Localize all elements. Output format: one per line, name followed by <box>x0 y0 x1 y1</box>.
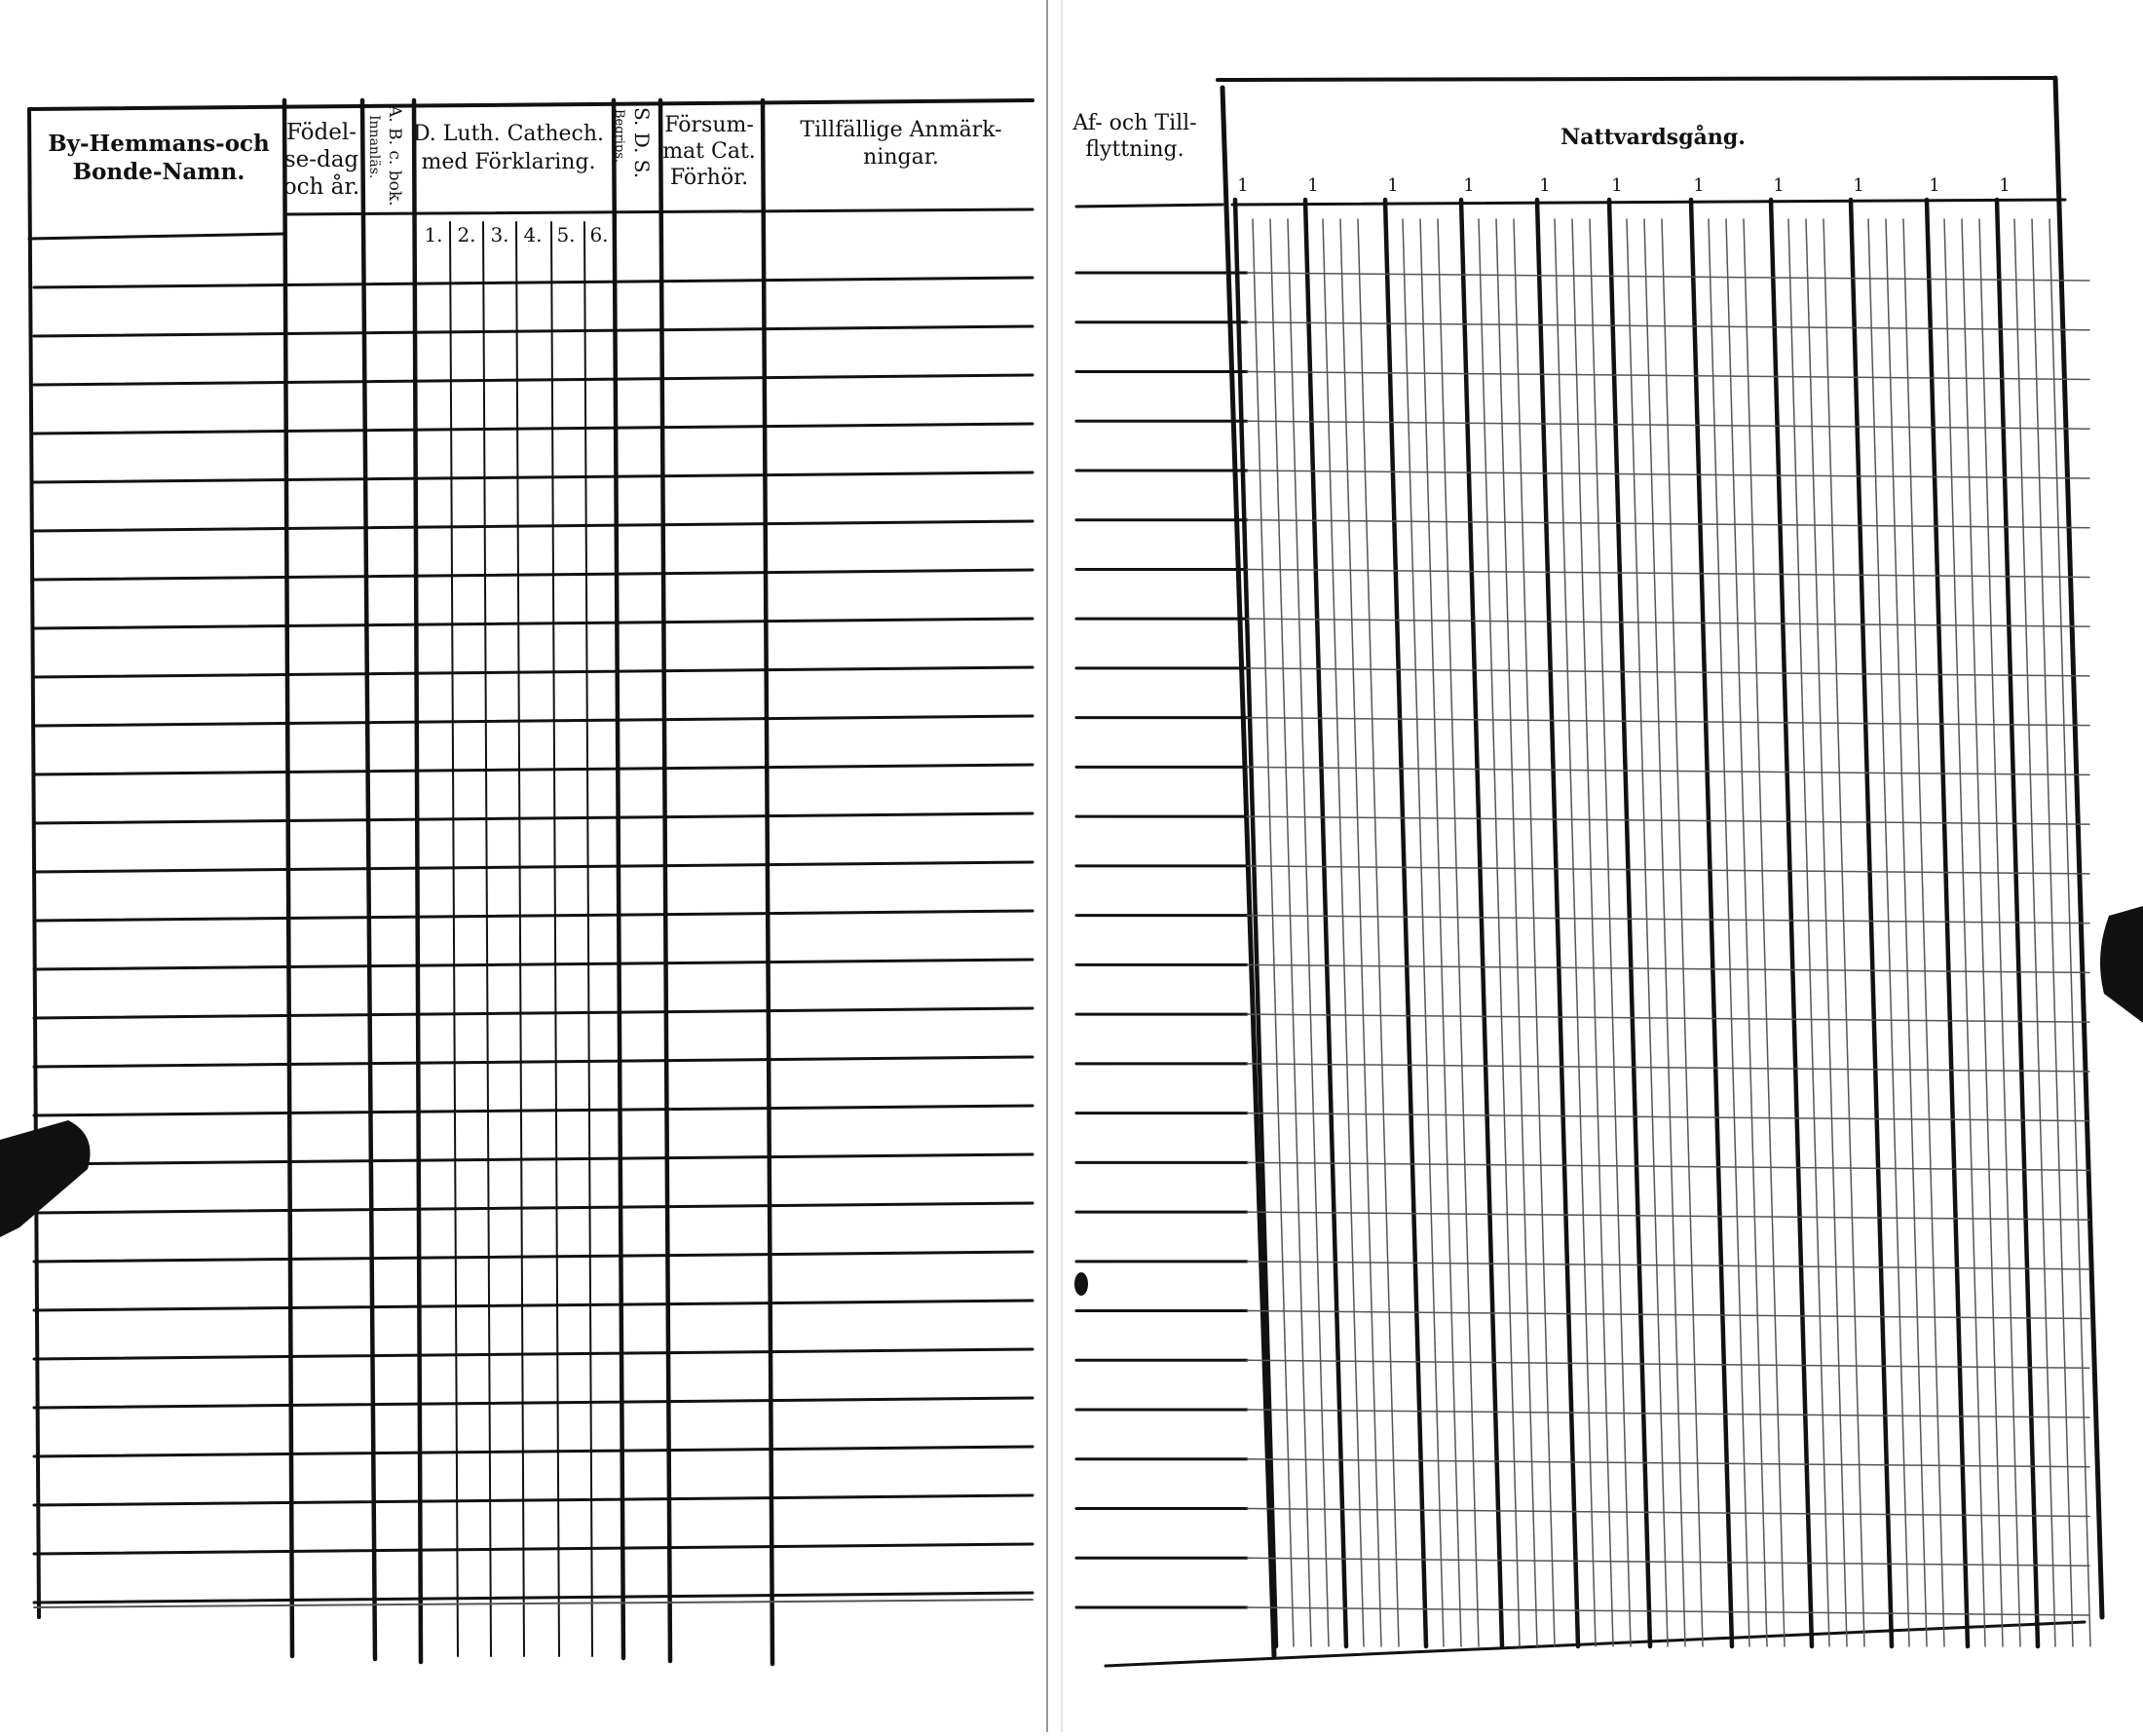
ruled-row <box>34 667 1033 677</box>
communion-ruled-row <box>1247 816 2089 824</box>
communion-ruled-row <box>1247 322 2089 330</box>
year-marker: 1 <box>1693 175 1705 196</box>
sub-column-rule <box>1288 219 1329 1646</box>
sub-column-rule <box>1420 219 1461 1646</box>
catechism-number: 6. <box>589 223 609 246</box>
communion-ruled-row <box>1247 1212 2089 1220</box>
catechism-number: 4. <box>523 223 543 246</box>
sub-column-rule <box>1496 219 1537 1646</box>
year-column-rule <box>1851 200 1892 1646</box>
header-top-rule <box>29 100 1033 109</box>
communion-ruled-row <box>1247 718 2089 726</box>
year-marker: 1 <box>1929 175 1940 196</box>
year-column-rule <box>1385 200 1426 1646</box>
sub-column-rule <box>1644 219 1685 1646</box>
ruled-row <box>34 1447 1033 1456</box>
catechism-subcolumn-rule <box>483 222 491 1656</box>
ruled-row <box>34 570 1033 580</box>
header-catechism-1: D. Luth. Cathech. <box>412 122 605 146</box>
header-village-names-2: Bonde-Namn. <box>72 159 245 185</box>
header-birth-3: och år. <box>282 174 360 200</box>
sub-column-rule <box>1726 219 1767 1646</box>
sub-column-rule <box>1944 219 1985 1646</box>
year-marker: 1 <box>1539 175 1551 196</box>
communion-ruled-row <box>1247 371 2089 379</box>
ruled-row <box>34 1057 1033 1067</box>
column-rule <box>414 100 421 1662</box>
communion-ruled-row <box>1247 569 2089 577</box>
year-column-rule <box>1305 200 1346 1646</box>
ruled-row <box>34 1349 1033 1359</box>
sub-column-rule <box>1514 219 1555 1646</box>
ruled-row <box>34 326 1033 336</box>
sub-column-rule <box>1979 219 2020 1646</box>
ruled-row <box>34 472 1033 482</box>
year-marker: 1 <box>1853 175 1864 196</box>
ruled-row <box>34 619 1033 628</box>
communion-ruled-row <box>1247 1311 2089 1319</box>
ruled-row <box>34 960 1033 969</box>
ruled-row <box>34 1008 1033 1018</box>
ruled-row <box>34 1106 1033 1115</box>
communion-ruled-row <box>1247 471 2089 478</box>
ruled-row <box>34 375 1033 385</box>
sub-column-rule <box>1270 219 1311 1646</box>
sub-column-rule <box>1253 219 1294 1646</box>
communion-ruled-row <box>1247 1262 2089 1269</box>
column-rule <box>763 100 772 1664</box>
binding-clip-left <box>0 1120 91 1237</box>
sub-column-rule <box>1403 219 1444 1646</box>
catechism-subcolumn-rule <box>450 222 458 1656</box>
page-right-border <box>2055 78 2102 1617</box>
header-missed-2: mat Cat. <box>662 139 756 164</box>
header-moving-1: Af- och Till- <box>1072 111 1197 135</box>
year-marker: 1 <box>1999 175 2011 196</box>
ruled-row <box>34 521 1033 531</box>
ruled-row <box>34 1301 1033 1310</box>
right-page-grid <box>1076 78 2102 1666</box>
year-marker: 1 <box>1237 175 1249 196</box>
ruled-row <box>34 1154 1033 1164</box>
header-sds-1: S. D. S. <box>630 107 654 179</box>
ruled-row <box>34 1203 1033 1213</box>
communion-ruled-row <box>1247 1014 2089 1022</box>
communion-ruled-row <box>1247 964 2089 972</box>
catechism-subcolumn-rule <box>584 222 592 1656</box>
sub-column-rule <box>1806 219 1847 1646</box>
communion-ruled-row <box>1247 1607 2089 1615</box>
header-catechism-2: med Förklaring. <box>421 150 596 174</box>
header-communion: Nattvardsgång. <box>1560 125 1746 150</box>
header-remarks-1: Tillfällige Anmärk- <box>800 118 1002 142</box>
catechism-number: 5. <box>556 223 576 246</box>
sub-column-rule <box>1788 219 1829 1646</box>
binding-clip-right <box>2100 906 2143 1023</box>
ruled-row <box>34 862 1033 872</box>
ruled-row <box>34 716 1033 726</box>
right-page-headers <box>1072 111 2010 196</box>
year-column-rule <box>1537 200 1578 1646</box>
year-column-rule <box>1461 200 1502 1646</box>
header-abc-book-2: Innanläs. <box>366 115 382 179</box>
left-page-grid <box>29 100 1033 1664</box>
sub-column-rule <box>1479 219 1520 1646</box>
year-marker: 1 <box>1773 175 1785 196</box>
sub-column-rule <box>1962 219 2003 1646</box>
communion-ruled-row <box>1247 619 2089 626</box>
year-marker: 1 <box>1307 175 1319 196</box>
communion-ruled-row <box>1247 668 2089 676</box>
year-marker: 1 <box>1387 175 1399 196</box>
column-rule <box>660 100 670 1661</box>
sub-column-rule <box>1323 219 1364 1646</box>
header-bottom-rule-names <box>29 234 284 239</box>
ruled-row <box>34 1544 1033 1554</box>
sub-column-rule <box>2014 219 2055 1646</box>
sub-column-rule <box>1886 219 1927 1646</box>
header-bottom-rule <box>284 209 1033 214</box>
moving-column-rule <box>1076 205 1222 207</box>
sub-column-rule <box>1340 219 1381 1646</box>
header-abc-book-1: A. B. c. bok. <box>385 105 404 207</box>
header-missed-3: Förhör. <box>669 166 749 190</box>
communion-ruled-row <box>1247 916 2089 924</box>
year-column-rule <box>1927 200 1968 1646</box>
sub-column-rule <box>1903 219 1944 1646</box>
year-marker: 1 <box>1611 175 1623 196</box>
year-column-rule <box>1771 200 1812 1646</box>
ruled-row <box>34 278 1033 287</box>
year-marker-row <box>1237 175 2010 196</box>
header-remarks-2: ningar. <box>863 145 939 170</box>
catechism-number: 2. <box>457 223 476 246</box>
column-rule <box>614 100 623 1658</box>
sub-column-rule <box>1868 219 1909 1646</box>
sub-column-rule <box>1438 219 1479 1646</box>
ruled-row <box>34 1252 1033 1262</box>
header-moving-2: flyttning. <box>1085 137 1184 162</box>
communion-header-rule <box>1232 200 2065 205</box>
header-birth-2: se-dag <box>283 147 359 172</box>
ruled-row <box>34 911 1033 921</box>
year-column-rule <box>1609 200 1650 1646</box>
header-village-names-1: By-Hemmans-och <box>48 131 270 157</box>
communion-ruled-row <box>1247 1113 2089 1121</box>
sub-column-rule <box>1590 219 1631 1646</box>
ink-blot <box>1074 1272 1088 1296</box>
ruled-row <box>34 813 1033 823</box>
header-birth-1: Födel- <box>285 120 357 145</box>
sub-column-rule <box>1709 219 1749 1646</box>
communion-ruled-row <box>1247 520 2089 528</box>
ruled-row <box>34 1495 1033 1505</box>
catechism-number: 1. <box>424 223 443 246</box>
year-marker: 1 <box>1463 175 1475 196</box>
left-page-headers <box>48 104 1001 246</box>
header-sds-2: Begrips. <box>612 109 626 164</box>
ruled-row <box>34 1398 1033 1408</box>
header-top-rule <box>1218 78 2055 80</box>
catechism-number: 3. <box>490 223 509 246</box>
ruled-row <box>34 424 1033 434</box>
sub-column-rule <box>1627 219 1668 1646</box>
catechism-subcolumn-rule <box>516 222 524 1656</box>
header-missed-1: Försum- <box>664 113 754 137</box>
year-column-rule <box>1235 200 1276 1646</box>
ruled-row <box>34 765 1033 774</box>
sub-column-rule <box>1572 219 1613 1646</box>
sub-column-rule <box>1555 219 1596 1646</box>
catechism-subcolumn-rule <box>551 222 559 1656</box>
sub-column-rule <box>2049 219 2090 1646</box>
communion-ruled-row <box>1247 1162 2089 1170</box>
